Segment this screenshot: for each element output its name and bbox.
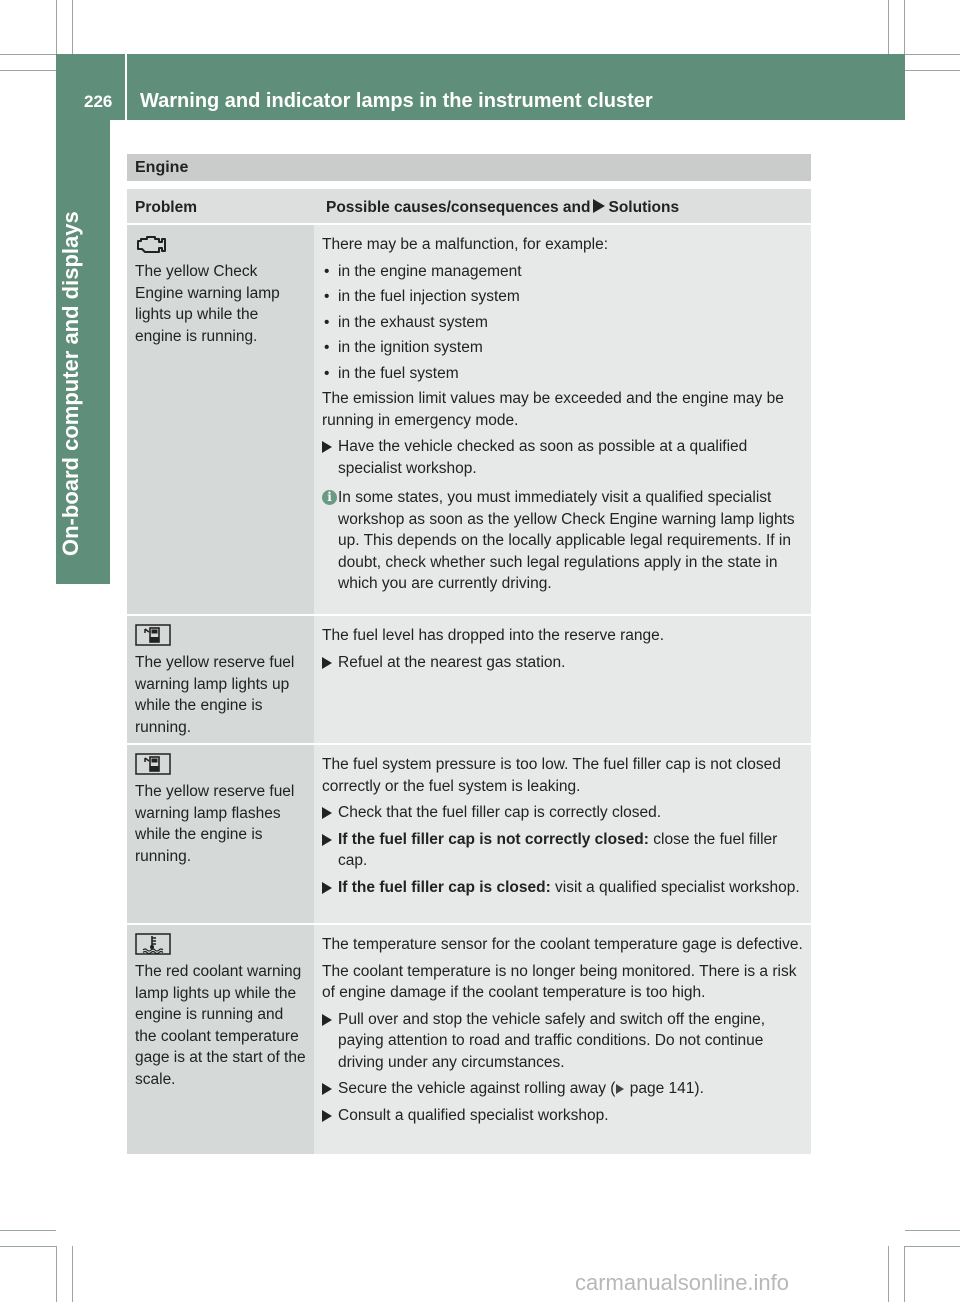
crop-mark — [904, 1246, 905, 1302]
problem-cell — [127, 925, 314, 1154]
cause-text: The temperature sensor for the coolant temperature gage is defective. — [322, 936, 803, 953]
table-row — [127, 614, 811, 743]
action-text: Refuel at the nearest gas station. — [338, 653, 566, 671]
action-text: close the fuel filler cap. — [338, 830, 778, 869]
page-number: 226 — [84, 92, 113, 111]
warning-table — [127, 189, 811, 1154]
solution-cell — [314, 745, 811, 923]
action-step — [322, 1009, 803, 1074]
list-item: • in the ignition system — [322, 337, 803, 359]
check-engine-icon — [135, 233, 171, 255]
list-item: • in the fuel injection system — [322, 286, 803, 308]
table-header-row — [127, 189, 811, 223]
action-condition: If the fuel filler cap is closed: — [338, 878, 551, 896]
action-arrow-icon — [322, 1083, 332, 1095]
problem-text: The yellow reserve fuel warning lamp lights up while the engine is running. — [135, 654, 295, 736]
action-step — [322, 802, 803, 824]
crop-mark — [905, 1246, 960, 1247]
watermark: carmanualsonline.info — [575, 1270, 790, 1295]
action-arrow-icon — [322, 657, 332, 669]
info-icon: i — [322, 490, 337, 505]
action-text: Consult a qualified specialist workshop. — [338, 1106, 609, 1124]
cause-text: There may be a malfunction, for example: — [322, 236, 609, 253]
crop-mark — [0, 1230, 56, 1231]
solution-cell — [314, 225, 811, 614]
page-reference-link[interactable]: page 141 — [629, 1080, 695, 1097]
section-bar — [127, 154, 811, 181]
action-arrow-icon — [322, 882, 332, 894]
action-text: visit a qualified specialist workshop. — [550, 878, 800, 896]
crop-mark — [56, 0, 57, 54]
action-step — [322, 1105, 803, 1127]
action-step — [322, 829, 803, 872]
action-arrow-icon — [322, 834, 332, 846]
list-item: • in the exhaust system — [322, 312, 803, 334]
crop-mark — [0, 70, 56, 71]
col-header-solutions-post: Solutions — [608, 199, 680, 216]
list-item: • in the engine management — [322, 261, 803, 283]
page-reference-icon — [616, 1084, 624, 1094]
problem-text: The red coolant warning lamp lights up while the engine is running and the coolant temperature gage is at the start of the scale. — [135, 963, 306, 1088]
problem-cell — [127, 225, 314, 614]
crop-mark — [0, 54, 56, 55]
action-step — [322, 1078, 803, 1100]
action-text: Have the vehicle checked as soon as possible at a qualified specialist workshop. — [338, 438, 748, 477]
info-text: In some states, you must immediately visit a qualified specialist workshop as soon as the yellow Check Engine warning lamp lights up. This depends on the locally applicable legal requirements. If in doubt, check whether such legal regulations apply in the state in which you are currently driving. — [338, 489, 795, 592]
crop-mark — [56, 1246, 57, 1302]
action-text: Pull over and stop the vehicle safely and switch off the engine, paying attention to road and traffic conditions. Do not continue driving under any circumstances. — [338, 1010, 766, 1071]
action-step — [322, 652, 803, 674]
table-row — [127, 923, 811, 1154]
action-step — [322, 877, 803, 899]
solution-cell — [314, 616, 811, 743]
problem-cell — [127, 616, 314, 743]
crop-mark — [888, 1246, 889, 1302]
crop-mark — [0, 1246, 56, 1247]
cause-text: The coolant temperature is no longer being monitored. There is a risk of engine damage if the coolant temperature is too high. — [322, 962, 797, 1001]
action-text: Secure the vehicle against rolling away ( — [338, 1080, 616, 1097]
col-header-solutions — [314, 189, 811, 223]
action-text: ). — [694, 1080, 704, 1097]
problem-text: The yellow Check Engine warning lamp lights up while the engine is running. — [135, 263, 280, 345]
crop-mark — [72, 1246, 73, 1302]
table-row — [127, 743, 811, 923]
info-note — [322, 487, 803, 595]
cause-text: The fuel system pressure is too low. The fuel filler cap is not closed correctly or the fuel system is leaking. — [322, 756, 781, 795]
header-divider — [125, 54, 127, 120]
crop-mark — [904, 0, 905, 54]
action-text: Check that the fuel filler cap is correctly closed. — [338, 804, 662, 821]
crop-mark — [905, 1230, 960, 1231]
solution-cell — [314, 925, 811, 1154]
coolant-temperature-icon — [135, 933, 171, 955]
crop-mark — [72, 0, 73, 54]
action-arrow-icon — [322, 441, 332, 453]
fuel-pump-icon — [135, 624, 171, 646]
problem-text: The yellow reserve fuel warning lamp flashes while the engine is running. — [135, 783, 295, 865]
cause-text: The fuel level has dropped into the reserve range. — [322, 627, 665, 644]
cause-text: The emission limit values may be exceeded and the engine may be running in emergency mode. — [322, 390, 784, 429]
action-arrow-icon — [322, 1110, 332, 1122]
crop-mark — [905, 54, 960, 55]
action-arrow-icon — [593, 199, 605, 213]
action-condition: If the fuel filler cap is not correctly closed: — [338, 830, 649, 848]
section-title: Engine — [135, 159, 189, 176]
action-arrow-icon — [322, 1014, 332, 1026]
col-header-problem: Problem — [127, 189, 314, 223]
crop-mark — [888, 0, 889, 54]
crop-mark — [905, 70, 960, 71]
page-title: Warning and indicator lamps in the instrument cluster — [140, 90, 653, 112]
chapter-label: On-board computer and displays — [58, 211, 83, 556]
action-step — [322, 436, 803, 479]
problem-cell — [127, 745, 314, 923]
fuel-pump-icon — [135, 753, 171, 775]
col-header-solutions-pre: Possible causes/consequences and — [326, 199, 591, 216]
table-row — [127, 223, 811, 614]
action-arrow-icon — [322, 807, 332, 819]
list-item: • in the fuel system — [322, 363, 803, 385]
